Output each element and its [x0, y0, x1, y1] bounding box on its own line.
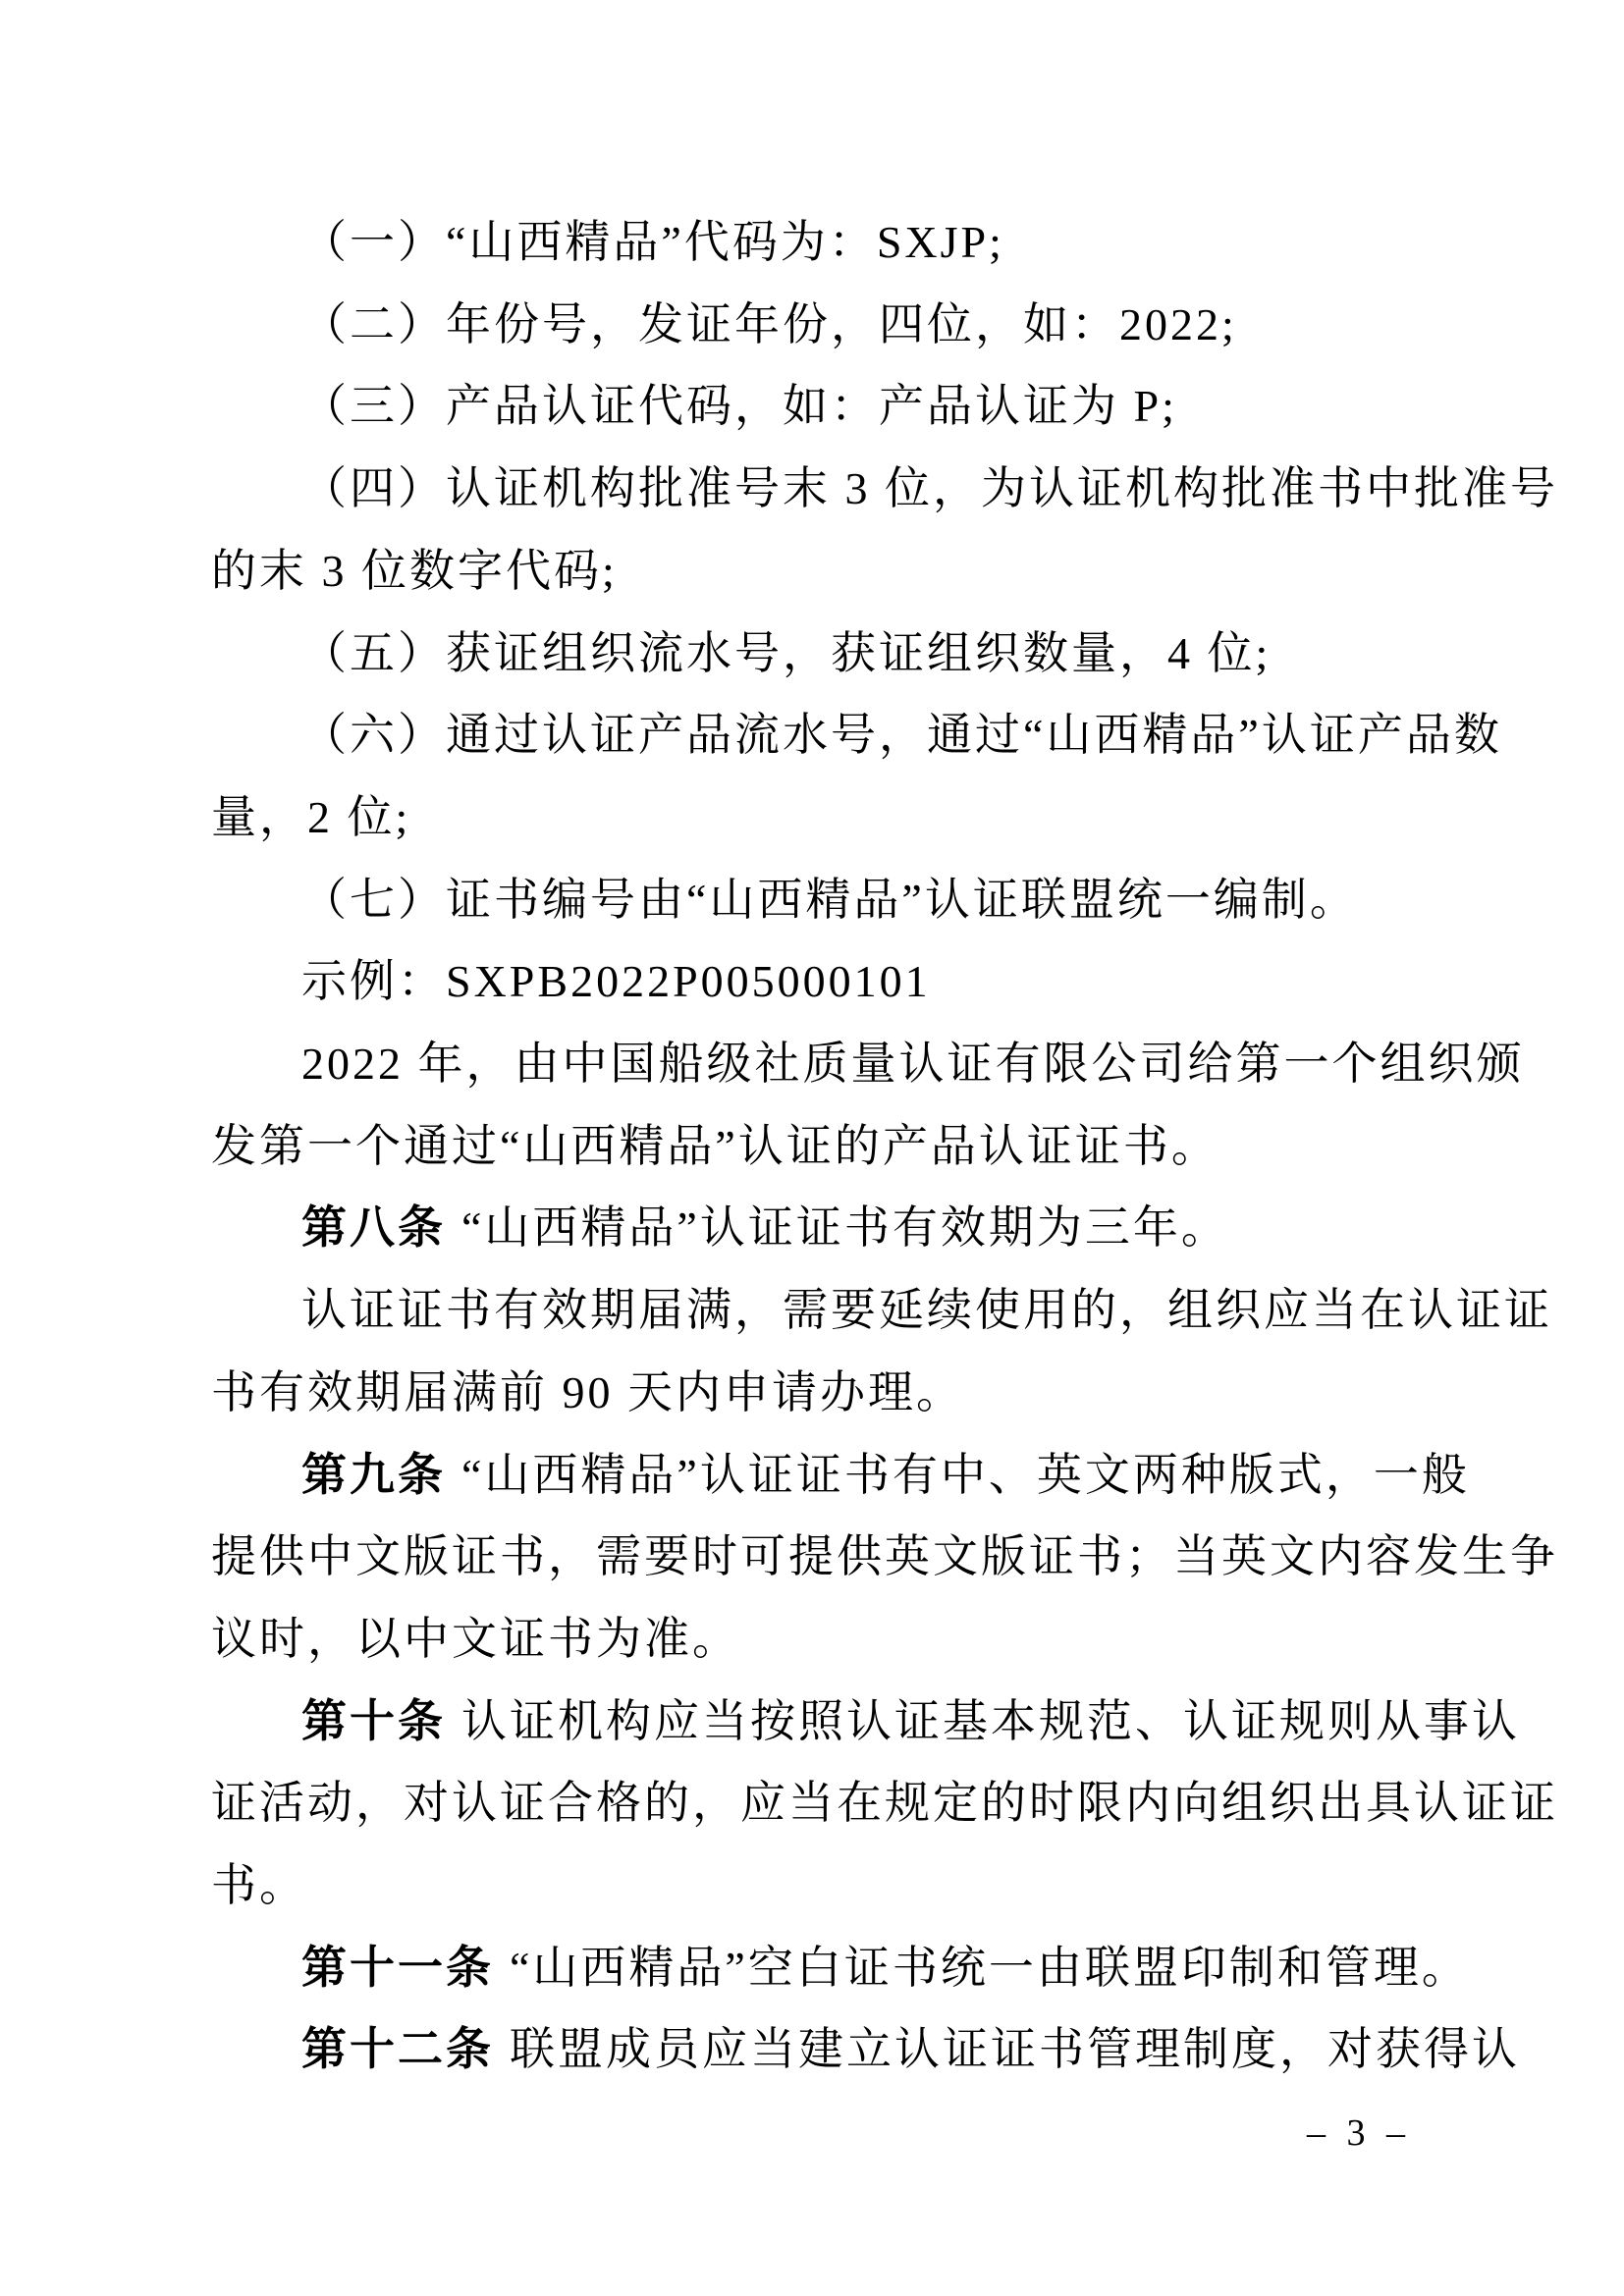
text-line [211, 1762, 1558, 1844]
text-line [301, 1681, 1520, 1763]
text-line [301, 1927, 1470, 2009]
clause-heading: 第十一条 [301, 1942, 494, 1993]
text-run: 量，2 位; [211, 791, 411, 842]
clause-heading: 第十条 [301, 1695, 446, 1746]
text-run: 议时，以中文证书为准。 [211, 1613, 740, 1664]
text-line [301, 859, 1358, 941]
text-line [301, 201, 1004, 284]
text-run: （五）获证组织流水号，获证组织数量，4 位; [301, 627, 1272, 678]
clause-heading: 第十二条 [301, 2024, 494, 2075]
text-run: 联盟成员应当建立认证证书管理制度，对获得认 [510, 2024, 1520, 2075]
text-run: 发第一个通过“山西精品”认证的产品认证证书。 [211, 1120, 1219, 1171]
text-line [211, 1516, 1558, 1598]
text-run: （一）“山西精品”代码为：SXJP; [301, 217, 1004, 267]
text-line [211, 530, 618, 613]
text-run: 的末 3 位数字代码; [211, 545, 618, 596]
text-run: “山西精品”认证证书有中、英文两种版式，一般 [461, 1449, 1470, 1500]
text-run: “山西精品”空白证书统一由联盟印制和管理。 [510, 1942, 1470, 1993]
text-run: （四）认证机构批准号末 3 位，为认证机构批准书中批准号 [301, 463, 1558, 514]
text-run: 2022 年，由中国船级社质量认证有限公司给第一个组织颁 [301, 1039, 1525, 1089]
text-line [211, 776, 410, 859]
text-run: 提供中文版证书，需要时可提供英文版证书；当英文内容发生争 [211, 1531, 1558, 1582]
text-run: 认证证书有效期届满，需要延续使用的，组织应当在认证证 [301, 1285, 1552, 1336]
clause-heading: 第八条 [301, 1202, 446, 1254]
text-run: “山西精品”认证证书有效期为三年。 [461, 1202, 1229, 1254]
text-line [211, 1844, 307, 1927]
text-run: 示例：SXPB2022P005000101 [301, 956, 931, 1007]
text-line [301, 940, 931, 1023]
text-run: （二）年份号，发证年份，四位，如：2022; [301, 298, 1237, 349]
text-run: （三）产品认证代码，如：产品认证为 P; [301, 381, 1177, 432]
text-line [301, 1434, 1470, 1517]
text-line [301, 1269, 1552, 1352]
text-line [301, 284, 1237, 366]
text-run: 认证机构应当按照认证基本规范、认证规则从事认 [461, 1695, 1520, 1746]
page-number: – 3 – [1307, 2112, 1411, 2154]
text-line [301, 2008, 1520, 2091]
clause-heading: 第九条 [301, 1449, 446, 1500]
text-run: （七）证书编号由“山西精品”认证联盟统一编制。 [301, 874, 1358, 925]
text-line [211, 1105, 1219, 1188]
text-line [301, 1023, 1525, 1105]
text-line [301, 448, 1558, 530]
text-line [301, 613, 1271, 695]
text-line [301, 1187, 1229, 1269]
text-run: 书有效期届满前 90 天内申请办理。 [211, 1366, 964, 1417]
text-line [211, 1598, 740, 1681]
text-run: （六）通过认证产品流水号，通过“山西精品”认证产品数 [301, 710, 1502, 761]
text-run: 证活动，对认证合格的，应当在规定的时限内向组织出具认证证 [211, 1778, 1558, 1829]
text-line [301, 365, 1177, 448]
text-line [301, 694, 1502, 776]
text-run: 书。 [211, 1860, 307, 1910]
text-line [211, 1352, 964, 1434]
